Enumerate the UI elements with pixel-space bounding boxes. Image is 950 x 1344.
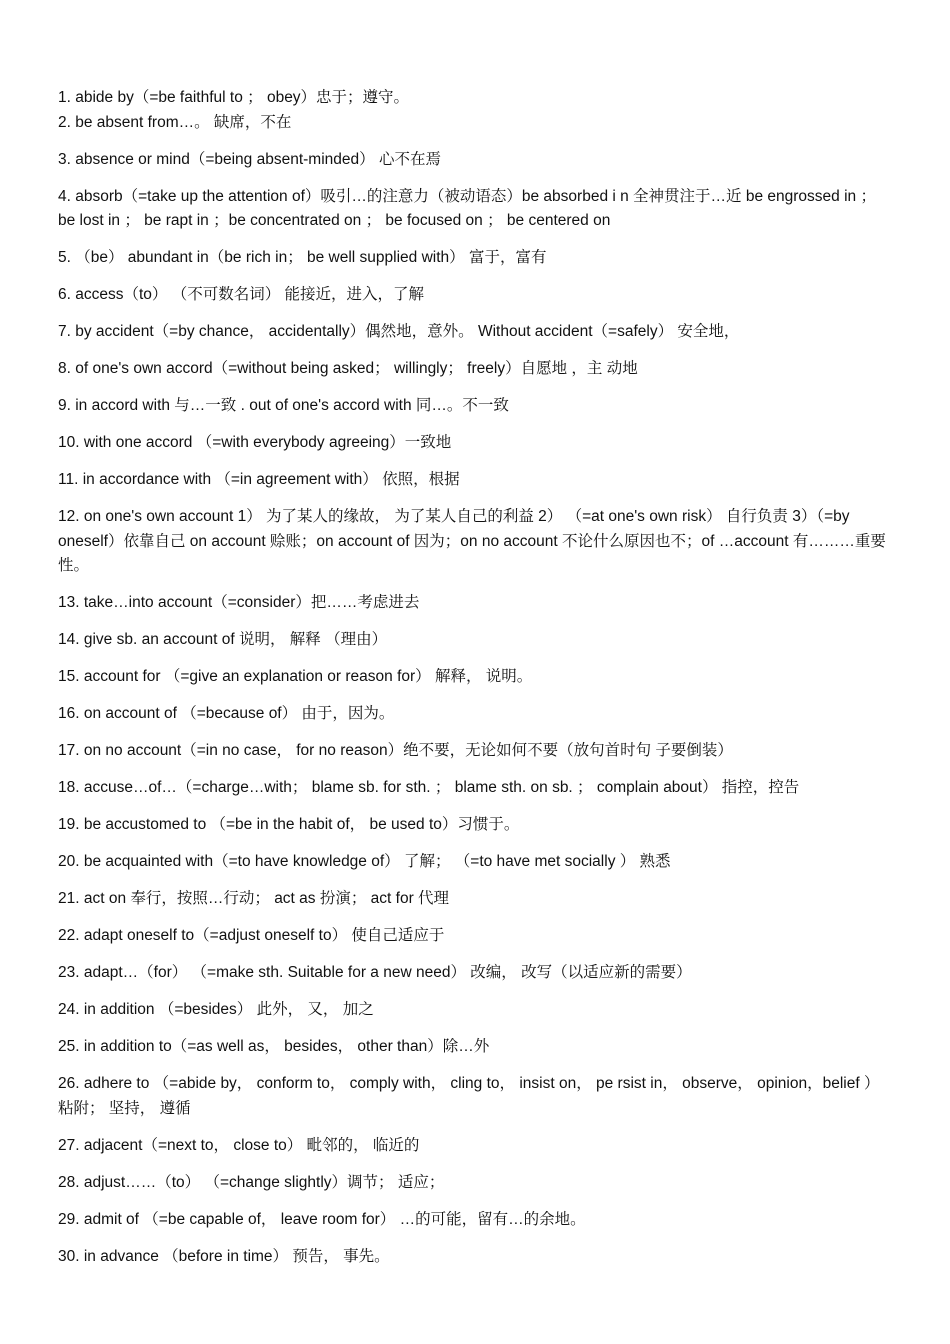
list-item: 22. adapt oneself to（=adjust oneself to） 使自己适应于 [58,927,445,944]
list-item: 21. act on 奉行，按照…行动； act as 扮演； act for 代理 [58,890,450,907]
list-item: 30. in advance （before in time） 预告， 事先。 [58,1247,390,1265]
list-item: 10. with one accord （=with everybody agreeing）一致地 [58,434,452,451]
list-item: 19. be accustomed to （=be in the habit of， be used to）习惯于。 [58,816,520,833]
list-item: 24. in addition （=besides） 此外， 又， 加之 [58,1001,374,1018]
list-item: 3. absence or mind（=being absent-minded） 心不在焉 [58,150,441,168]
list-item: 20. be acquainted with（=to have knowledge of） 了解； （=to have met socially ） 熟悉 [58,853,671,870]
list-item: 28. adjust……（to） （=change slightly）调节； 适应； [58,1173,445,1191]
list-item: 11. in accordance with （=in agreement with） 依照，根据 [58,471,460,488]
list-item: 8. of one's own accord（=without being asked； willingly； freely）自愿地 ，主 动地 [58,360,638,377]
list-item: 12. on one's own account 1） 为了某人的缘故， 为了某人自己的利益 2） （=at one's own risk） 自行负责 3）（=by oneself）依靠自己 on account 赊账；on account of 因为；on no account 不论什么原因也不；of …account 有………重要性。 [58,508,886,574]
list-item: 26. adhere to （=abide by， conform to， comply with， cling to， insist on， pe rsist in， observe， opinion，belief ） 粘附； 坚持， 遵循 [58,1075,884,1117]
list-item: 25. in addition to（=as well as， besides， other than）除…外 [58,1038,490,1055]
list-item: 27. adjacent（=next to， close to） 毗邻的， 临近的 [58,1136,420,1154]
list-item: 13. take…into account（=consider）把……考虑进去 [58,594,420,611]
list-item: 7. by accident（=by chance， accidentally）偶然地，意外。 Without accident（=safely） 安全地， [58,323,740,340]
vocabulary-list [58,86,894,1282]
list-item: 23. adapt…（for） （=make sth. Suitable for a new need） 改编， 改写（以适应新的需要） [58,964,692,981]
list-item: 14. give sb. an account of 说明， 解释 （理由） [58,631,388,648]
list-item: 6. access（to） （不可数名词） 能接近，进入，了解 [58,286,425,303]
list-item: 5. （be） abundant in（be rich in； be well supplied with） 富于，富有 [58,249,547,266]
list-item: 2. be absent from…。 缺席，不在 [58,113,292,131]
list-item: 18. accuse…of…（=charge…with； blame sb. for sth. ； blame sth. on sb. ； complain about） 指控，控告 [58,779,800,796]
list-item: 15. account for （=give an explanation or reason for） 解释， 说明。 [58,668,533,685]
list-item: 29. admit of （=be capable of， leave room for） …的可能，留有…的余地。 [58,1210,586,1228]
list-item: 4. absorb（=take up the attention of）吸引…的注意力（被动语态）be absorbed i n 全神贯注于…近 be engrossed in ； be lost in ； be rapt in ；be concentrated on ； be focused on ； be centered on [58,187,881,229]
list-item: 16. on account of （=because of） 由于，因为。 [58,705,395,722]
list-item: 9. in accord with 与…一致 . out of one's accord with 同…。不一致 [58,397,509,414]
list-item: 1. abide by（=be faithful to ； obey）忠于；遵守。 [58,89,410,106]
list-item: 17. on no account（=in no case， for no reason）绝不要，无论如何不要（放句首时句 子要倒装） [58,742,733,759]
